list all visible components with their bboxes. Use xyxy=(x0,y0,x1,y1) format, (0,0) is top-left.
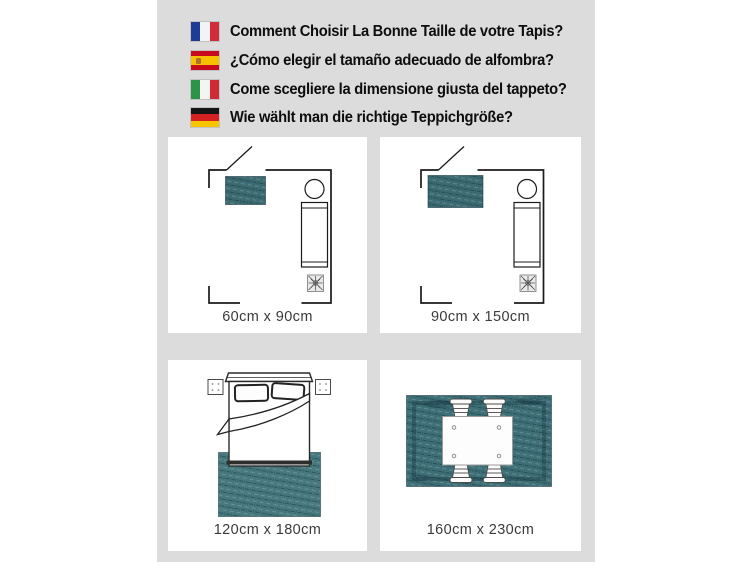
panel-rug-90x150 xyxy=(380,137,581,333)
header-line-german: Wie wählt man die richtige Teppichgröße? xyxy=(230,108,513,126)
spain-flag-icon xyxy=(191,51,219,70)
door-swing-icon xyxy=(439,147,465,171)
rug-size-label: 120cm x 180cm xyxy=(213,522,322,538)
nightstand-left-icon xyxy=(208,380,223,395)
floorplan-medium-rug-diagram xyxy=(380,137,581,333)
header-row-german xyxy=(191,108,528,127)
side-table-icon xyxy=(518,180,537,199)
rug-size-label: 90cm x 150cm xyxy=(430,309,531,325)
dining-table-icon xyxy=(443,417,513,466)
panel-rug-60x90 xyxy=(168,137,367,333)
france-flag-icon xyxy=(191,22,219,41)
header-line-italian: Come scegliere la dimensione giusta del tappeto? xyxy=(230,80,567,98)
bed-icon xyxy=(218,373,313,466)
header-row-french xyxy=(191,22,581,41)
pillow-right-icon xyxy=(272,383,305,400)
plant-icon xyxy=(308,275,324,292)
italy-flag-icon xyxy=(191,80,219,99)
bed-icon xyxy=(302,203,328,268)
header-row-italian xyxy=(191,80,584,99)
pillow-left-icon xyxy=(235,385,268,402)
rug-swatch xyxy=(428,176,483,208)
header-line-french: Comment Choisir La Bonne Taille de votre Tapis? xyxy=(230,22,563,40)
nightstand-right-icon xyxy=(316,380,331,395)
panel-rug-160x230 xyxy=(380,360,581,551)
rug-size-label: 160cm x 230cm xyxy=(426,522,535,538)
header-row-spanish xyxy=(191,51,571,70)
header-line-spanish: ¿Cómo elegir el tamaño adecuado de alfombra? xyxy=(230,51,554,69)
infographic-card xyxy=(157,0,595,562)
plant-icon xyxy=(520,275,536,292)
floorplan-small-rug-diagram xyxy=(168,137,367,333)
footboard-icon xyxy=(227,461,313,465)
door-swing-icon xyxy=(227,147,253,171)
panel-rug-120x180 xyxy=(168,360,367,551)
rug-swatch xyxy=(226,177,266,205)
rug-size-label: 60cm x 90cm xyxy=(222,309,313,325)
side-table-icon xyxy=(305,180,324,199)
bed-icon xyxy=(514,203,540,268)
germany-flag-icon xyxy=(191,108,219,127)
